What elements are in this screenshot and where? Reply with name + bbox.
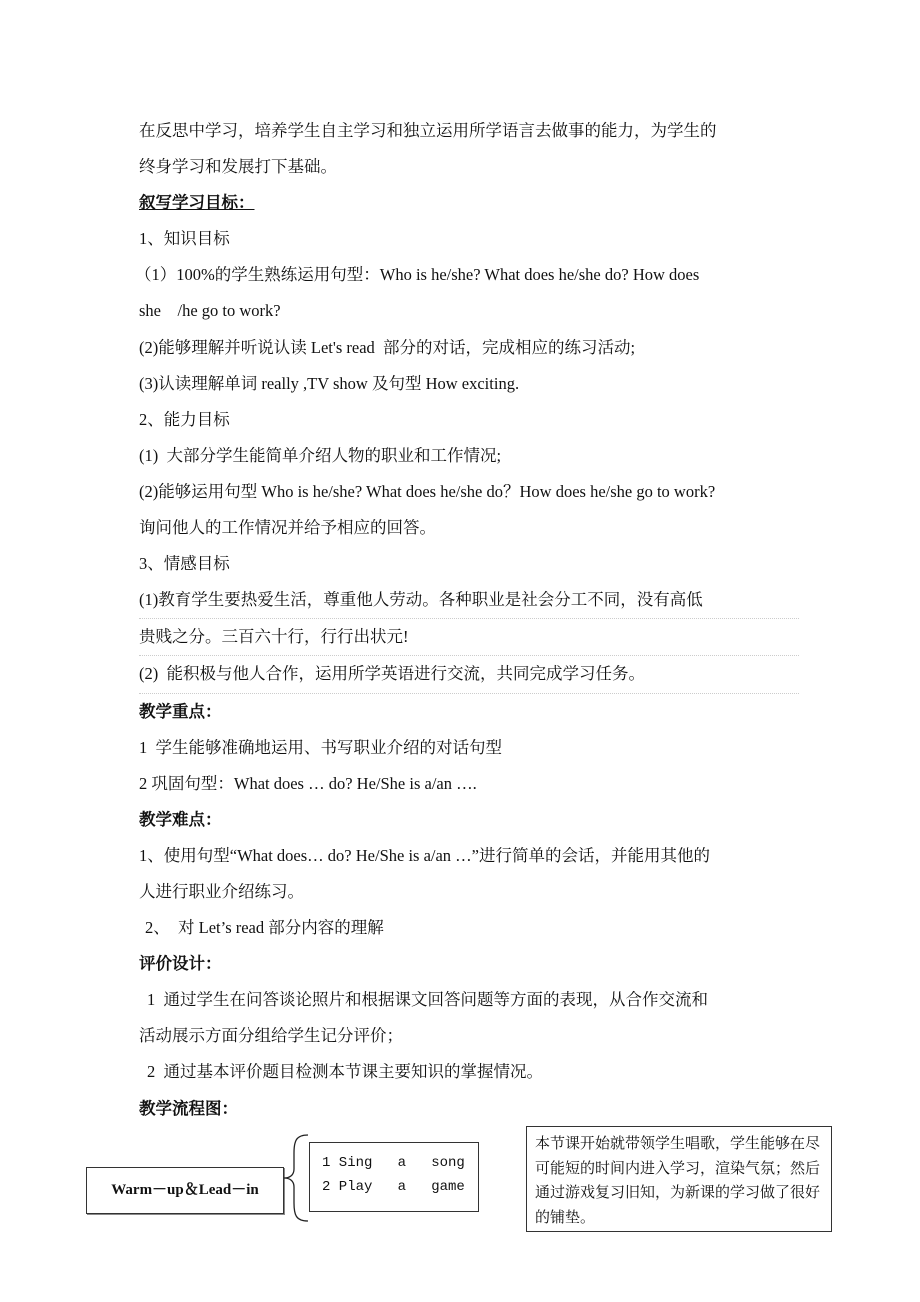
paragraph-line: 询问他人的工作情况并给予相应的回答。 <box>139 518 436 538</box>
paragraph-line: (2) 能积极与他人合作，运用所学英语进行交流，共同完成学习任务。 <box>139 656 799 693</box>
paragraph-line: 在反思中学习，培养学生自主学习和独立运用所学语言去做事的能力，为学生的 <box>139 121 717 140</box>
brace-icon <box>282 1133 312 1223</box>
paragraph-line: 1 学生能够准确地运用、书写职业介绍的对话句型 <box>139 737 502 757</box>
paragraph-line: (2)能够理解并听说认读 Let's read 部分的对话，完成相应的练习活动; <box>139 337 636 357</box>
paragraph-line: 1、使用句型“What does… do? He/She is a/an …”进行简单的会话，并能用其他的 <box>139 845 711 865</box>
activity-item: 1 Sing a song <box>322 1155 465 1171</box>
flow-stage-box: Warm－up＆Lead－in <box>86 1167 284 1214</box>
paragraph-line: （1）100%的学生熟练运用句型：Who is he/she? What does he/she do? How does <box>135 265 700 285</box>
paragraph-line: (3)认读理解单词 really ,TV show 及句型 How exciting. <box>139 373 520 393</box>
paragraph-line: (2)能够运用句型 Who is he/she? What does he/she do？How does he/she go to work? <box>139 481 716 501</box>
section-heading: 教学难点： <box>139 809 222 829</box>
subheading: 2、能力目标 <box>139 409 230 429</box>
paragraph-line: 活动展示方面分组给学生记分评价； <box>139 1026 403 1046</box>
paragraph-line: (1)教育学生要热爱生活，尊重他人劳动。各种职业是社会分工不同，没有高低 <box>139 582 799 619</box>
paragraph-line: 2、 对 Let’s read 部分内容的理解 <box>145 918 384 938</box>
flow-activities-box <box>309 1142 479 1212</box>
paragraph-line: 1 通过学生在问答谈论照片和根据课文回答问题等方面的表现，从合作交流和 <box>147 990 708 1010</box>
section-heading: 教学重点： <box>139 701 222 721</box>
section-heading: 叙写学习目标： <box>139 193 255 213</box>
flow-note-box: 本节课开始就带领学生唱歌，学生能够在尽可能短的时间内进入学习，渲染气氛；然后通过游戏复习旧知，为新课的学习做了很好的铺垫。 <box>526 1126 832 1232</box>
section-heading: 评价设计： <box>139 954 222 974</box>
paragraph-line: (1) 大部分学生能简单介绍人物的职业和工作情况; <box>139 445 502 465</box>
paragraph-line: 人进行职业介绍练习。 <box>139 881 304 901</box>
subheading: 1、知识目标 <box>139 229 230 249</box>
section-heading: 教学流程图： <box>139 1098 238 1118</box>
subheading: 3、情感目标 <box>139 554 230 574</box>
paragraph-line: 贵贱之分。三百六十行，行行出状元! <box>139 619 799 656</box>
document-body <box>135 113 799 1127</box>
paragraph-line: 2 通过基本评价题目检测本节课主要知识的掌握情况。 <box>147 1062 543 1082</box>
paragraph-line: 终身学习和发展打下基础。 <box>139 157 337 177</box>
paragraph-line: 2 巩固句型：What does … do? He/She is a/an …. <box>139 773 477 793</box>
paragraph-line: she /he go to work? <box>139 301 281 321</box>
activity-item: 2 Play a game <box>322 1179 465 1195</box>
